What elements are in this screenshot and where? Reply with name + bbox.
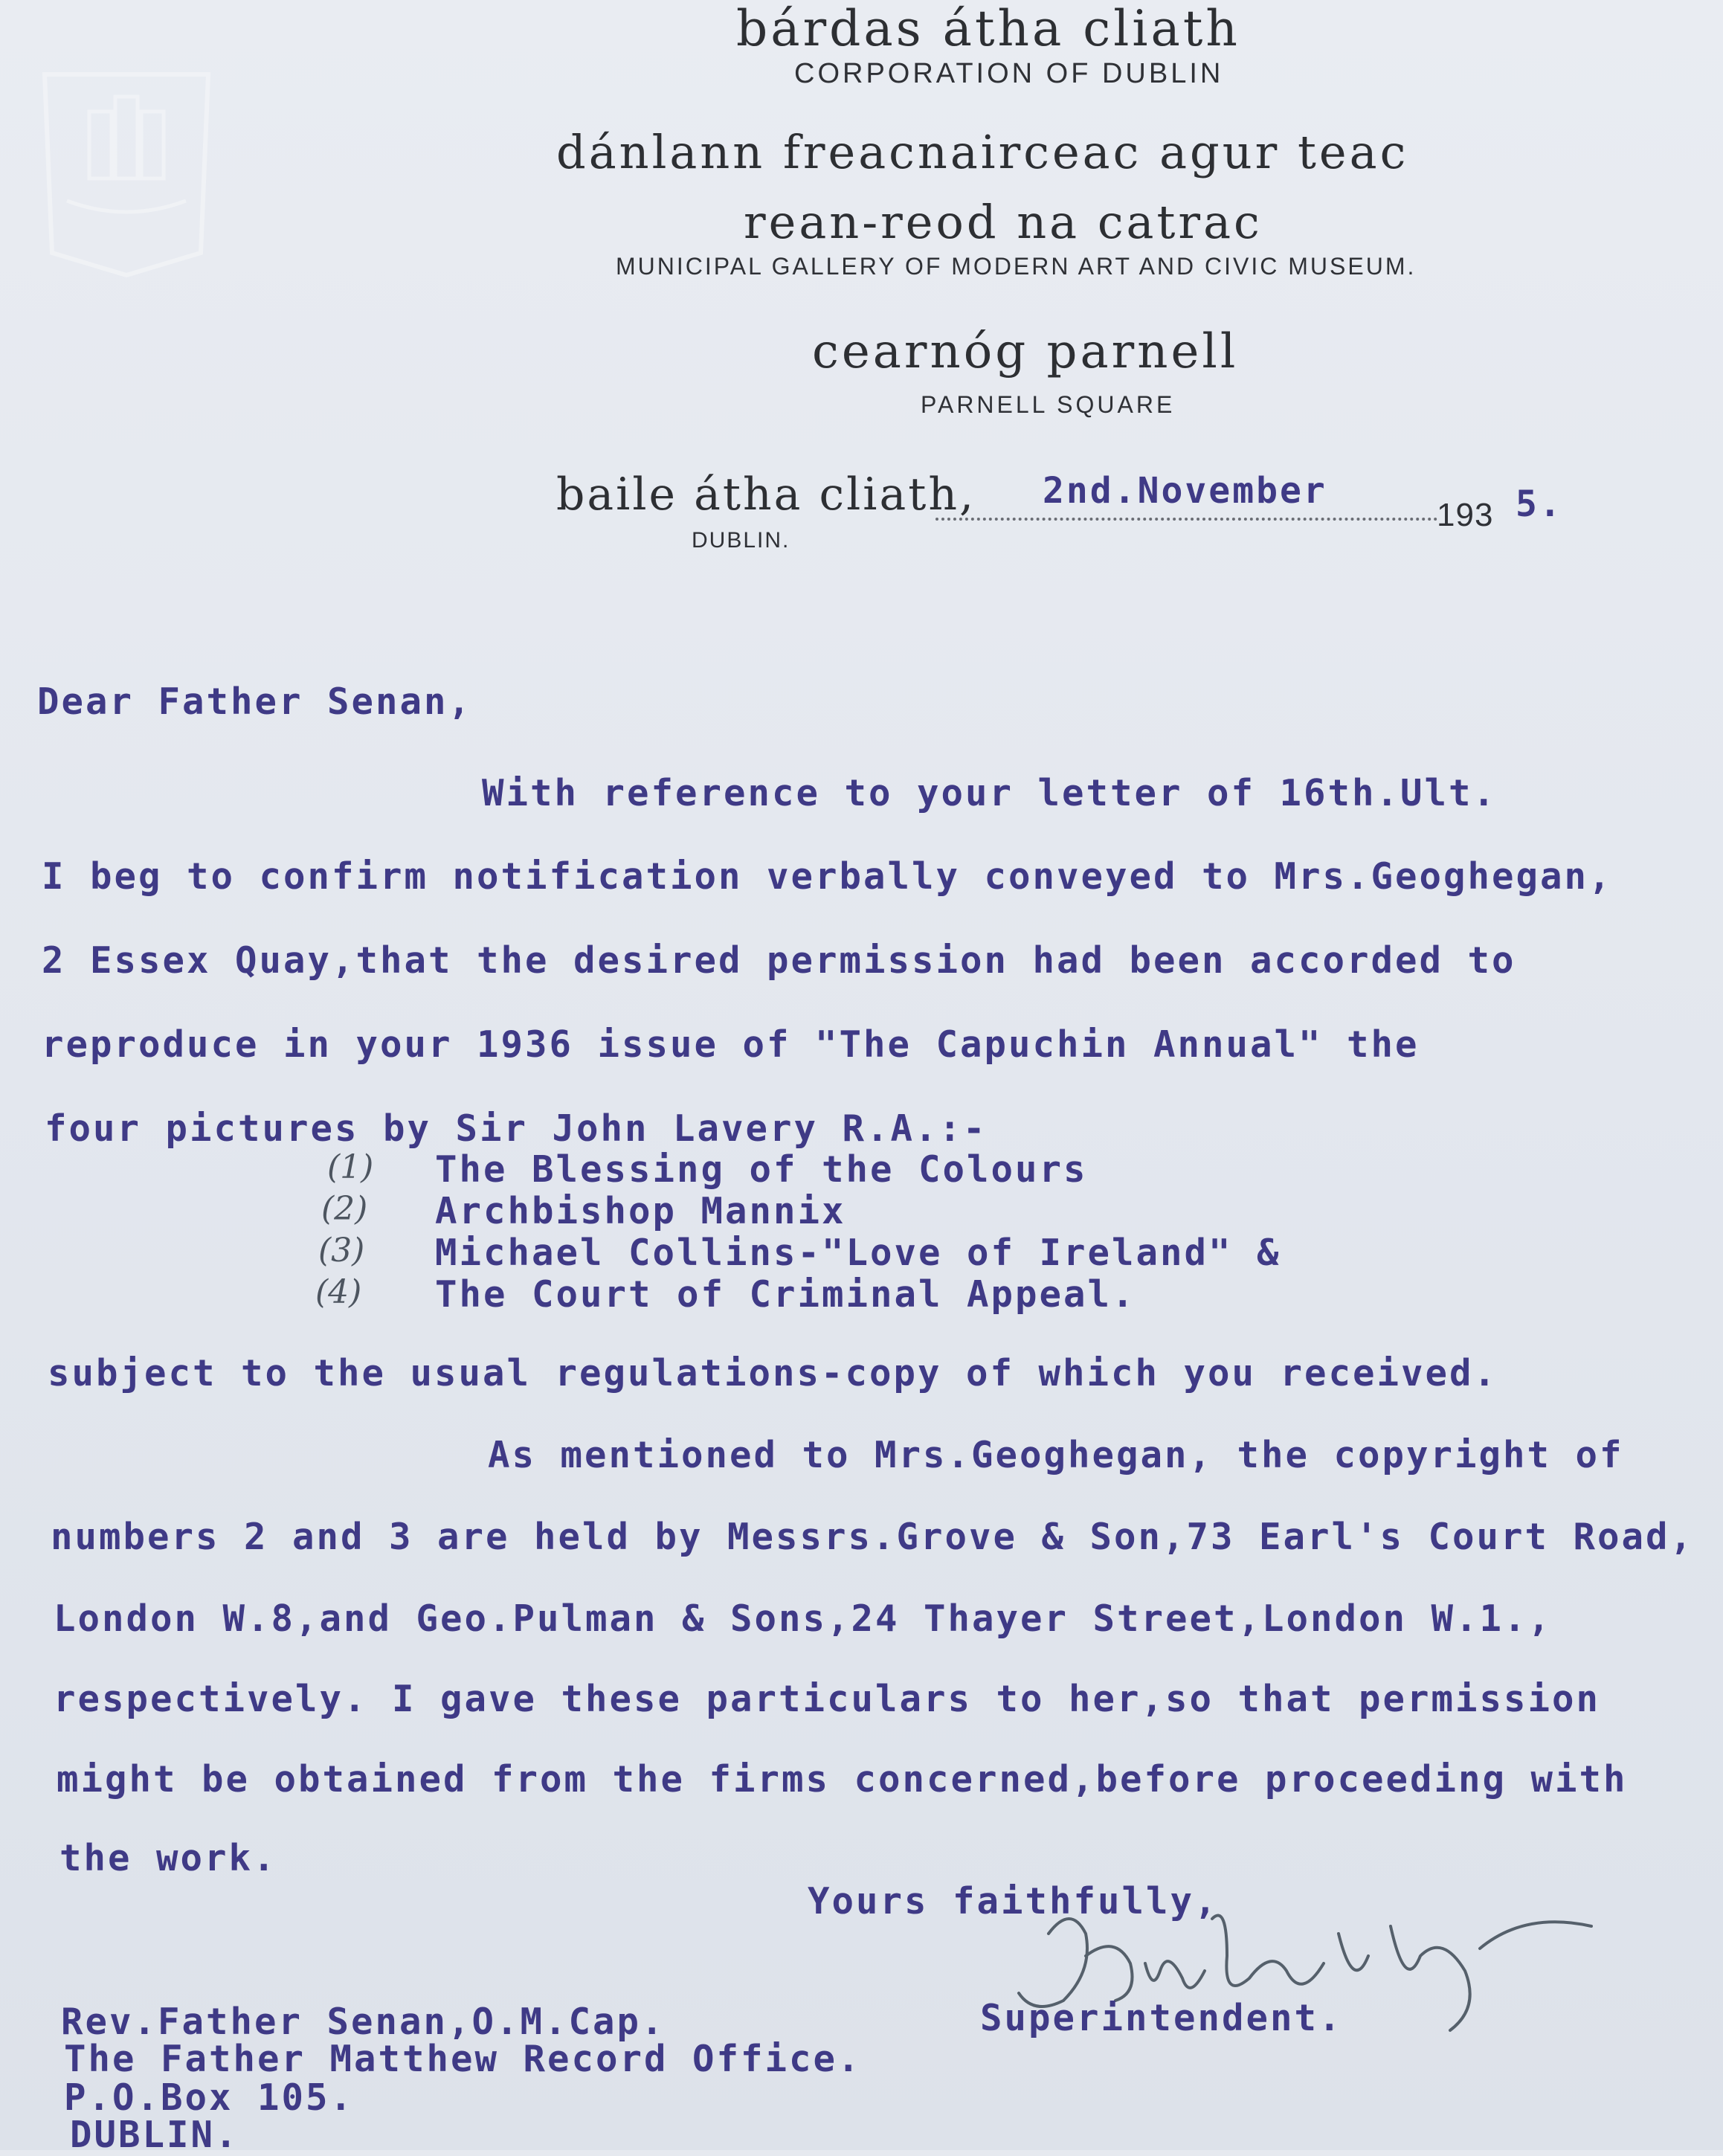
address-line: P.O.Box 105. bbox=[64, 2076, 355, 2119]
body-line: four pictures by Sir John Lavery R.A.:- bbox=[45, 1107, 988, 1150]
address-line: The Father Matthew Record Office. bbox=[64, 2038, 862, 2080]
address-line: Rev.Father Senan,O.M.Cap. bbox=[61, 2001, 666, 2043]
picture-title: The Blessing of the Colours bbox=[435, 1148, 1088, 1191]
corporation-name: CORPORATION OF DUBLIN bbox=[794, 58, 1224, 89]
irish-square-name: cearnóg parnell bbox=[812, 324, 1239, 379]
body-line: the work. bbox=[59, 1837, 277, 1879]
picture-title: Archbishop Mannix bbox=[435, 1190, 846, 1232]
city-name: DUBLIN. bbox=[692, 528, 790, 553]
date-typed: 2nd.November bbox=[1043, 470, 1327, 512]
address-line: DUBLIN. bbox=[70, 2114, 239, 2156]
picture-number: (3) bbox=[318, 1232, 365, 1270]
body-line: With reference to your letter of 16th.Ult. bbox=[482, 772, 1498, 814]
irish-corporation-name: bárdas átha cliath bbox=[736, 0, 1240, 57]
body-line: respectively. I gave these particulars to her,so that permission bbox=[54, 1678, 1601, 1720]
irish-gallery-name-line2: rean-reod na catrac bbox=[744, 195, 1263, 249]
year-prefix: 193 bbox=[1437, 497, 1494, 533]
body-line: numbers 2 and 3 are held by Messrs.Grove & Son,73 Earl's Court Road, bbox=[51, 1516, 1695, 1558]
body-line: As mentioned to Mrs.Geoghegan, the copyright of bbox=[488, 1434, 1624, 1476]
body-line: London W.8,and Geo.Pulman & Sons,24 Thayer Street,London W.1., bbox=[54, 1597, 1553, 1640]
irish-city-name: baile átha cliath, bbox=[556, 469, 976, 521]
body-line: 2 Essex Quay,that the desired permission had been accorded to bbox=[42, 939, 1516, 982]
picture-title: Michael Collins-"Love of Ireland" & bbox=[435, 1232, 1281, 1274]
body-line: might be obtained from the firms concerned,before proceeding with bbox=[57, 1758, 1628, 1801]
salutation: Dear Father Senan, bbox=[37, 680, 473, 723]
embossed-seal-icon bbox=[15, 30, 238, 283]
year-digit: 5. bbox=[1516, 483, 1563, 525]
picture-number: (2) bbox=[321, 1190, 368, 1228]
signature-title: Superintendent. bbox=[980, 1997, 1343, 2039]
square-name: PARNELL SQUARE bbox=[921, 391, 1176, 418]
date-dotted-line bbox=[935, 518, 1437, 521]
gallery-name: MUNICIPAL GALLERY OF MODERN ART AND CIVIC MUSEUM. bbox=[616, 253, 1417, 280]
picture-number: (1) bbox=[327, 1148, 374, 1186]
body-line: reproduce in your 1936 issue of "The Capuchin Annual" the bbox=[42, 1023, 1420, 1066]
picture-number: (4) bbox=[315, 1273, 362, 1311]
body-line: subject to the usual regulations-copy of which you received. bbox=[48, 1352, 1498, 1394]
picture-title: The Court of Criminal Appeal. bbox=[435, 1273, 1136, 1316]
irish-gallery-name-line1: dánlann freacnairceac agur teac bbox=[556, 125, 1409, 179]
closing: Yours faithfully, bbox=[808, 1880, 1219, 1922]
body-line: I beg to confirm notification verbally conveyed to Mrs.Geoghegan, bbox=[42, 855, 1613, 898]
